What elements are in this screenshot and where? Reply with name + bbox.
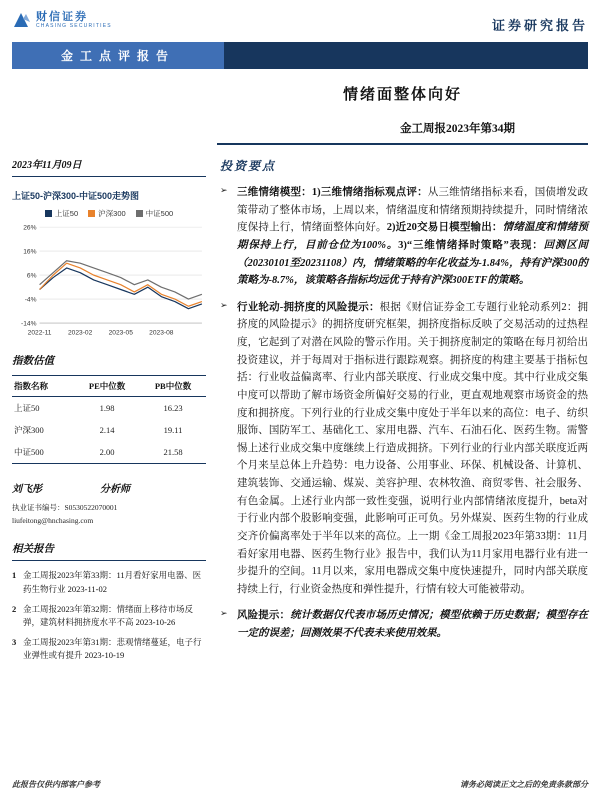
related-report-date: 2023-11-02 <box>67 583 107 594</box>
related-report-date: 2023-10-19 <box>84 650 125 661</box>
analyst-block <box>12 480 206 495</box>
bullet-text <box>237 184 588 290</box>
legend-label: 中证500 <box>145 209 174 218</box>
valuation-table <box>12 375 206 464</box>
related-report-item <box>12 603 206 629</box>
bullet-text <box>237 299 588 599</box>
report-date: 2023年11月09日 <box>12 147 206 177</box>
bullet-text-segment: 从三维情绪指标来看，国债增发政策带动了整体市场，上周以来，情绪温度和情绪预期持续提升，同时情绪浓度保持上行，情绪面整体向好。 <box>237 187 588 234</box>
related-section-title: 相关报告 <box>12 541 206 561</box>
related-report-item <box>12 636 206 662</box>
bullet-text-segment: 行业轮动-拥挤度的风险提示： <box>237 301 380 313</box>
bullet-text-segment: 2)近20交易日模型输出： <box>386 222 503 234</box>
footer-left-note: 此报告仅供内部客户参考 <box>12 780 100 789</box>
y-tick-label: 16% <box>23 248 37 256</box>
bullet-text-segment: 三维情绪模型：1)三维情绪指标观点评： <box>237 187 428 198</box>
bullet-text-segment: 风险提示： <box>237 610 291 622</box>
valuation-cell: 中证500 <box>12 441 74 464</box>
valuation-col-header: 指数名称 <box>12 376 74 397</box>
bullet-arrow-icon: ➢ <box>220 300 228 311</box>
series-line <box>40 261 202 299</box>
legend-swatch <box>136 210 143 217</box>
valuation-cell: 沪深300 <box>14 425 44 436</box>
valuation-row <box>12 419 206 441</box>
related-report-list <box>12 569 206 662</box>
bullet-text-segment: 情绪温度和情绪预期保持上行，目前仓位为100%。 <box>237 222 589 251</box>
content-area <box>12 147 588 662</box>
x-tick-label: 2023-08 <box>149 329 174 337</box>
valuation-header-row <box>12 376 206 397</box>
bullet-arrow-icon: ➢ <box>220 186 228 196</box>
doc-type-label: 证券研究报告 <box>491 18 588 33</box>
bullet-text-segment: 根据《财信证券金工专题行业轮动系列2：拥挤度的风险提示》的拥挤度研究框架，拥挤度指标反映了交易活动的过热程度，它起到了对潜在风险的警示作用。关于拥挤度制定的策略在每月初给出投资建议，并于每周对于指标进行跟踪观察。拥挤度的构建主要基于指标包括：行业收益偏离率、行业内部关联度、行业成交集中度。其中行业成交集中度可以帮助了解市场资金所偏好交易的行业，更直观地观察市场资金的热度和拥挤度。下列行业的行业成交集中度处于半年以来的高位：电子、纺织服饰、国防军工、基础化工、家用电器、汽车、石油石化、医药生物。需警惕上述行业成交集中度继续上行造成拥挤。下列行业的行业内部关联度近两个月来呈总体上升趋势：电力设备、公用事业、环保、机械设备、计算机、建筑装饰、交通运输、煤炭、美容护理、农林牧渔、商贸零售、社会服务、有色金属。上述行业内部一致性变强，说明行业内部情绪浓度提升，beta对于行业内部个股影响变强，此影响可正可负。另外煤炭、医药生物的行业成交齐价偏离率处于半年以来的高位。上一期《金工周报2023年第33期：11月看好家用电器、医药生物行业》报告中，我们认为11月家用电器行业有进一步提升的空间。11月以来，家用电器成交集中度快速提升，同时内部关联度持续上行，行业资金热度和弹性提升，行情有较大可能被带动。 <box>237 301 589 595</box>
title-block <box>217 83 588 145</box>
legend-swatch <box>45 210 52 217</box>
investment-highlights-title: 投资要点 <box>220 159 277 173</box>
bullet-text-segment: 回测区间（20230101至20231108）内，情绪策略的年化收益为-1.84%，持有沪深300的策略为-8.7%，该策略各指标均远优于持有沪深300ETF的策略。 <box>237 239 589 287</box>
category-row <box>12 42 588 69</box>
report-subtitle: 金工周报2023年第34期 <box>217 120 588 145</box>
valuation-section-title: 指数估值 <box>12 355 54 368</box>
related-report-date: 2023-10-26 <box>135 616 176 627</box>
valuation-col-header: PB中位数 <box>140 376 206 397</box>
y-tick-label: -14% <box>21 320 37 328</box>
related-report-title: 金工周报2023年第31期：悲观情绪蔓延，电子行业弹性或有提升 2023-10-19 <box>23 637 202 661</box>
brand-logo-icon <box>12 10 32 30</box>
x-tick-label: 2022-11 <box>27 329 52 337</box>
analyst-cert: 执业证书编号：S0530522070001 <box>12 503 118 513</box>
valuation-row <box>12 441 206 464</box>
x-tick-label: 2023-05 <box>108 329 133 337</box>
legend-label: 沪深300 <box>98 209 126 218</box>
page-footer <box>12 779 588 790</box>
bullet-item <box>220 184 588 290</box>
chart-legend <box>12 208 206 219</box>
top-bar <box>12 10 588 38</box>
legend-item <box>88 208 126 219</box>
legend-item <box>45 208 78 219</box>
bullet-item <box>220 299 588 599</box>
analyst-role: 分析师 <box>100 484 130 496</box>
brand-logo <box>12 10 112 30</box>
y-tick-label: 26% <box>23 224 37 232</box>
trend-chart-plot <box>12 221 206 337</box>
related-report-number: 2 <box>12 603 17 614</box>
y-tick-label: -4% <box>24 296 37 304</box>
related-report-item <box>12 569 206 595</box>
related-report-number: 3 <box>12 637 17 648</box>
bullet-item <box>220 607 588 642</box>
main-column <box>220 147 588 662</box>
category-bar <box>224 42 588 69</box>
bullet-text-segment: 统计数据仅代表市场历史情况；模型依赖于历史数据；模型存在一定的误差；回测效果不代表未来使用效果。 <box>237 610 588 639</box>
brand-text <box>36 11 112 29</box>
valuation-row <box>12 397 206 420</box>
sidebar <box>12 147 206 662</box>
analyst-email: liufeitong@hnchasing.com <box>12 516 94 526</box>
trend-chart <box>12 208 206 337</box>
bullet-list <box>220 184 588 643</box>
legend-label: 上证50 <box>54 209 79 218</box>
valuation-cell: 21.58 <box>140 441 206 464</box>
related-report-title: 金工周报2023年第32期：情绪面上移待市场反弹，建筑材料拥挤度水平不高 2023-10-26 <box>23 603 194 627</box>
legend-swatch <box>88 210 95 217</box>
bullet-text-segment: 3)“三维情绪择时策略”表现： <box>398 239 544 251</box>
bullet-arrow-icon: ➢ <box>220 609 228 620</box>
valuation-cell: 2.00 <box>74 441 140 464</box>
valuation-cell: 2.14 <box>99 425 115 436</box>
valuation-col-header: PE中位数 <box>74 376 140 397</box>
valuation-cell: 1.98 <box>99 403 115 414</box>
y-tick-label: 6% <box>26 272 37 280</box>
x-tick-label: 2023-02 <box>67 329 93 337</box>
legend-item <box>136 208 174 219</box>
related-report-title: 金工周报2023年第33期：11月看好家用电器、医药生物行业 2023-11-02 <box>23 570 202 594</box>
brand-name-en: CHASING SECURITIES <box>36 23 112 30</box>
series-line <box>40 268 202 309</box>
valuation-cell: 上证50 <box>14 403 40 414</box>
bullet-text <box>237 607 588 642</box>
report-title: 情绪面整体向好 <box>342 86 462 103</box>
footer-right-note: 请务必阅读正文之后的免责条款部分 <box>460 780 588 789</box>
valuation-cell: 19.11 <box>163 425 183 436</box>
valuation-cell: 16.23 <box>163 403 183 414</box>
chart-title: 上证50-沪深300-中证500走势图 <box>12 191 140 201</box>
brand-name: 财信证券 <box>36 10 88 23</box>
analyst-name: 刘飞彤 <box>12 484 42 496</box>
related-report-number: 1 <box>12 570 17 581</box>
category-badge: 金工点评报告 <box>12 42 224 69</box>
